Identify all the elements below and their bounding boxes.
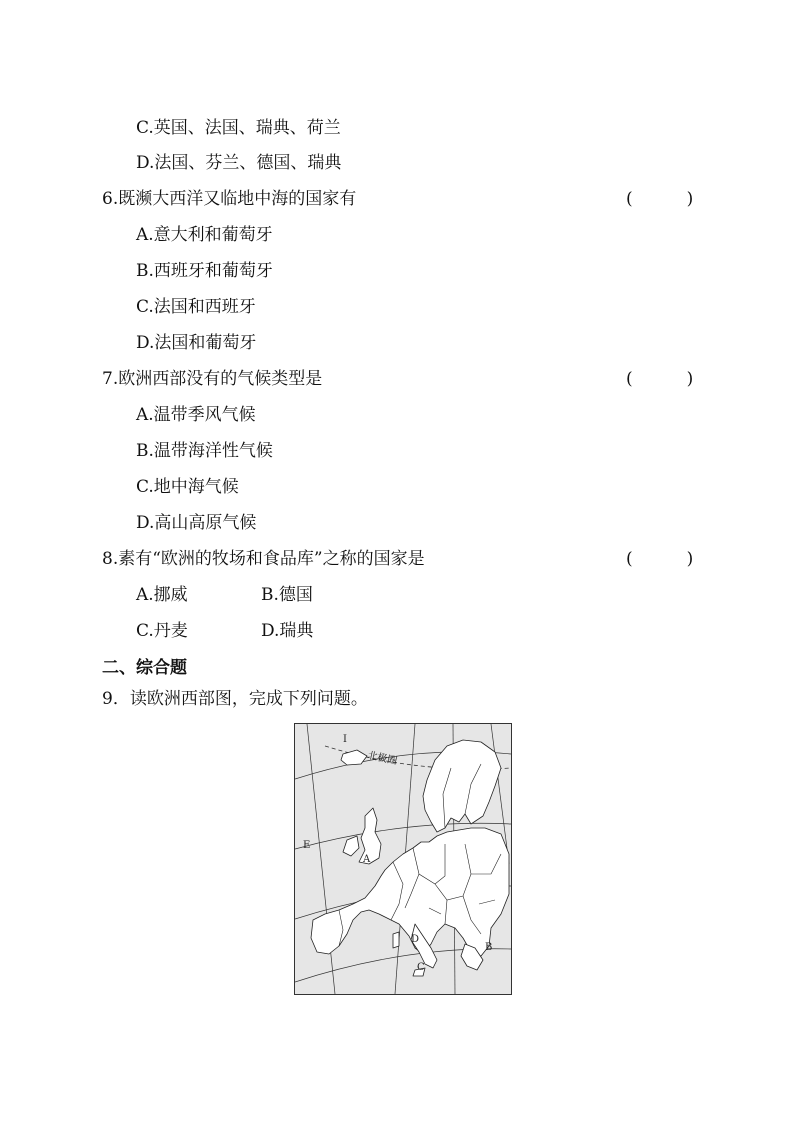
europe-map: [294, 723, 512, 995]
europe-map-svg: [295, 724, 511, 994]
q5-option-d: D.法国、芬兰、德国、瑞典: [136, 153, 342, 173]
map-label-a: A: [363, 854, 371, 865]
map-label-i: I: [343, 734, 347, 745]
sardinia-shape: [393, 932, 399, 948]
q6-stem: 6.既濒大西洋又临地中海的国家有: [102, 189, 357, 209]
q7-stem: 7.欧洲西部没有的气候类型是: [102, 369, 323, 389]
q5-option-c: C.英国、法国、瑞典、荷兰: [136, 118, 341, 138]
q8-option-c: C.丹麦: [136, 621, 188, 641]
q8-option-d: D.瑞典: [261, 621, 314, 641]
map-label-e: E: [303, 840, 311, 851]
section-heading: 二、综合题: [102, 658, 187, 678]
q6-option-b: B.西班牙和葡萄牙: [136, 261, 273, 281]
q9-stem: 9．读欧洲西部图，完成下列问题。: [102, 689, 368, 709]
q6-option-a: A.意大利和葡萄牙: [136, 225, 273, 245]
q8-option-b: B.德国: [261, 585, 313, 605]
q6-option-c: C.法国和西班牙: [136, 297, 256, 317]
q7-option-d: D.高山高原气候: [136, 513, 257, 533]
q6-option-d: D.法国和葡萄牙: [136, 333, 257, 353]
q8-stem: 8.素有“欧洲的牧场和食品库”之称的国家是: [102, 549, 425, 569]
q7-answer-blank[interactable]: ( ): [626, 369, 694, 389]
map-label-c: C: [417, 962, 425, 973]
q7-option-b: B.温带海洋性气候: [136, 441, 273, 461]
q8-answer-blank[interactable]: ( ): [626, 549, 694, 569]
map-label-d: D: [411, 934, 420, 945]
q7-option-a: A.温带季风气候: [136, 405, 256, 425]
q7-option-c: C.地中海气候: [136, 477, 239, 497]
map-label-b: B: [485, 942, 493, 953]
q6-answer-blank[interactable]: ( ): [626, 189, 694, 209]
q8-option-a: A.挪威: [136, 585, 188, 605]
arctic-circle-label: 北极圈: [366, 750, 399, 768]
